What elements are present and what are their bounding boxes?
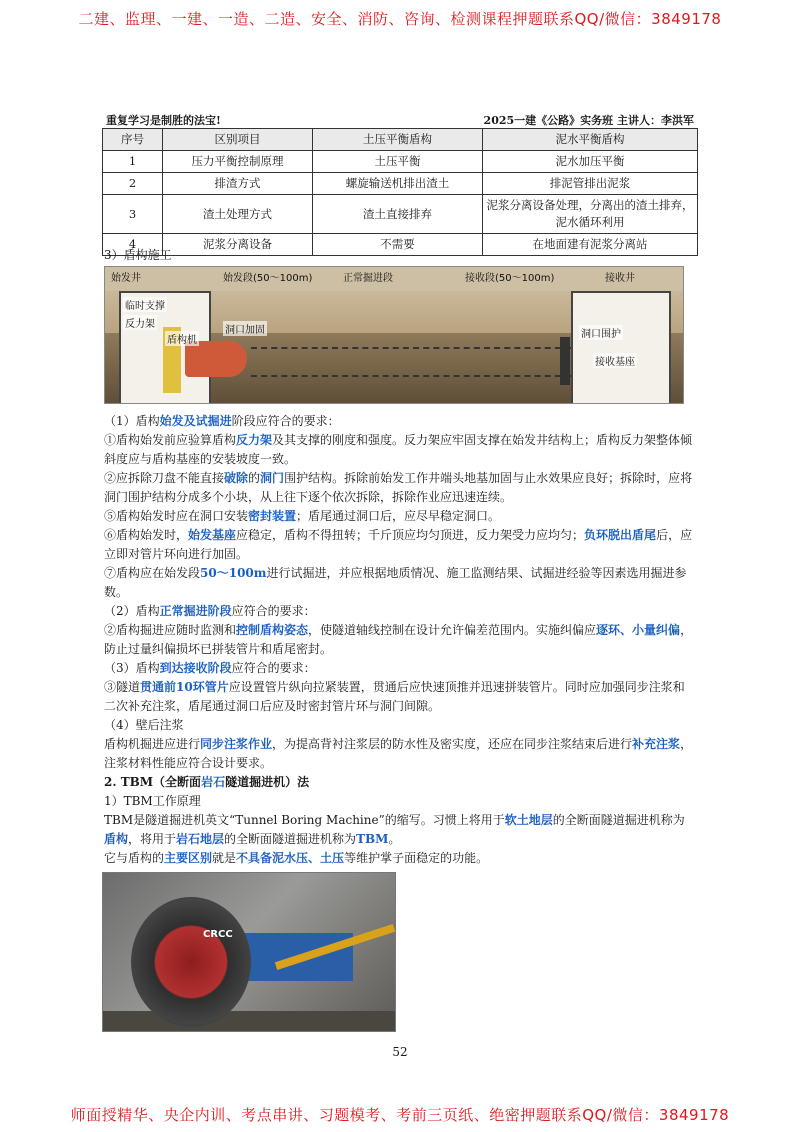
table-cell: 渣土直接排弃 <box>313 195 483 234</box>
highlight: 始发基座 <box>188 528 237 542</box>
highlight: 始发及试掘进 <box>159 414 232 428</box>
text-run: ，注浆材料性能应符合设计要求。 <box>104 737 693 770</box>
paragraph <box>104 773 696 792</box>
table-cell: 1 <box>103 151 163 173</box>
table-cell: 排泥管排出泥浆 <box>483 173 698 195</box>
text-run: ，为提高背衬注浆层的防水性及密实度，还应在同步注浆结束后进行 <box>272 737 633 751</box>
paragraph <box>104 621 696 659</box>
table-header-cell: 泥水平衡盾构 <box>483 129 698 151</box>
text-run: 围护结构。拆除前始发工作井端头地基加固与止水效果应良好；拆除时，应将洞门围护结构分成多个小块，从上往下逐个依次拆除，拆除作业应迅速连续。 <box>104 471 693 504</box>
table-row <box>103 234 698 256</box>
photo-cutterhead <box>131 897 251 1027</box>
highlight: 控制盾构姿态 <box>236 623 309 637</box>
highlight: 50～100m <box>200 566 267 580</box>
highlight: 同步注浆作业 <box>200 737 273 751</box>
label-shield-machine: 盾构机 <box>165 331 199 346</box>
label-temporary-support: 临时支撑 <box>123 297 167 312</box>
paragraph <box>104 412 696 431</box>
text-run: ⑦盾构应在始发段 <box>104 566 201 580</box>
text-run: TBM是隧道掘进机英文“Tunnel Boring Machine”的缩写。习惯上将用于 <box>104 813 505 827</box>
table-cell: 排渣方式 <box>163 173 313 195</box>
text-run: 应设置管片纵向拉紧装置，贯通后应快速顶推并迅速拼装管片。同时应加强同步注浆和二次补充注浆，盾尾通过洞口后应及时密封管片环与洞门间隙。 <box>104 680 685 713</box>
text-run: 后，应立即对管片环向进行加固。 <box>104 528 693 561</box>
paragraph <box>104 735 696 773</box>
text-run: 就是 <box>212 851 237 865</box>
text-run: 的全断面隧道掘进机称为 <box>224 832 357 846</box>
text-run: 进行试掘进，并应根据地质情况、施工监测结果、试掘进经验等因素选用掘进参数。 <box>104 566 687 599</box>
text-run: ；盾尾通过洞口后，应尽早稳定洞口。 <box>296 509 501 523</box>
paragraph <box>104 431 696 469</box>
highlight: 补充注浆 <box>632 737 681 751</box>
text-run: 应稳定，盾构不得扭转；千斤顶应均匀顶进，反力架受力应均匀； <box>236 528 585 542</box>
diagram-label-receive-section: 接收段(50～100m) <box>465 273 555 284</box>
highlight: 破除 <box>224 471 249 485</box>
highlight: 正常掘进阶段 <box>159 604 232 618</box>
text-run: 盾构机掘进应进行 <box>104 737 201 751</box>
text-run: ①盾构始发前应验算盾构 <box>104 433 237 447</box>
highlight: 到达接收阶段 <box>159 661 232 675</box>
text-run: ⑤盾构始发时应在洞口安装 <box>104 509 249 523</box>
shield-comparison-table <box>102 128 698 256</box>
table-cell: 4 <box>103 234 163 256</box>
table-cell: 渣土处理方式 <box>163 195 313 234</box>
text-run: （3）盾构 <box>104 661 160 675</box>
table-header-cell: 土压平衡盾构 <box>313 129 483 151</box>
label-receiving-base: 接收基座 <box>593 353 637 368</box>
text-run: ，使隧道轴线控制在设计允许偏差范围内。实施纠偏应 <box>308 623 597 637</box>
paragraph: 1）TBM工作原理 <box>104 794 201 808</box>
shield-machine-shape <box>185 341 247 377</box>
paragraph <box>104 469 696 507</box>
label-portal-enclosure: 洞口围护 <box>579 325 623 340</box>
text-run: （1）盾构 <box>104 414 160 428</box>
text-run: ，将用于 <box>128 832 177 846</box>
table-header-row <box>103 129 698 151</box>
text-run: 阶段应符合的要求： <box>231 414 340 428</box>
diagram-label-normal-section: 正常掘进段 <box>343 273 393 284</box>
table-row <box>103 151 698 173</box>
diagram-label-launch-section: 始发段(50～100m) <box>223 273 313 284</box>
highlight: 软土地层 <box>504 813 553 827</box>
table-cell: 泥浆分离设备处理，分离出的渣土排弃，泥水循环利用 <box>483 195 698 234</box>
text-run: 隧道掘进机）法 <box>225 775 310 789</box>
text-run: ⑥盾构始发时， <box>104 528 189 542</box>
table-header-cell: 序号 <box>103 129 163 151</box>
highlight: 逐环、小量纠偏 <box>596 623 681 637</box>
diagram-label-launch-shaft: 始发井 <box>111 273 141 284</box>
shield-construction-diagram <box>104 266 684 404</box>
paragraph <box>104 849 696 868</box>
header-course-title: 2025一建《公路》实务班 主讲人：李洪军 <box>483 114 694 127</box>
text-run: 的 <box>248 471 261 485</box>
table-cell: 不需要 <box>313 234 483 256</box>
highlight: 贯通前10环管片 <box>140 680 229 694</box>
text-run: （2）盾构 <box>104 604 160 618</box>
highlight: 密封装置 <box>248 509 297 523</box>
paragraph <box>104 526 696 564</box>
text-run: 应符合的要求： <box>231 661 316 675</box>
text-run: 2. TBM（全断面 <box>104 775 202 789</box>
text-run: ②盾构掘进应随时监测和 <box>104 623 237 637</box>
table-row <box>103 173 698 195</box>
bottom-contact-banner: 师面授精华、央企内训、考点串讲、习题模考、考前三页纸、绝密押题联系QQ/微信：3849178 <box>70 1106 730 1124</box>
table-cell: 土压平衡 <box>313 151 483 173</box>
tbm-photo <box>102 872 396 1032</box>
highlight: 洞门 <box>260 471 285 485</box>
text-run: 。 <box>388 832 401 846</box>
photo-track <box>103 1011 396 1032</box>
highlight: 主要区别 <box>164 851 213 865</box>
text-run: 的全断面隧道掘进机称为 <box>552 813 685 827</box>
paragraph <box>104 564 696 602</box>
body-text <box>104 412 696 868</box>
text-run: ③隧道 <box>104 680 141 694</box>
page-number: 52 <box>392 1045 408 1059</box>
text-run: ②应拆除刀盘不能直接 <box>104 471 225 485</box>
table-header-cell: 区别项目 <box>163 129 313 151</box>
diagram-label-receive-shaft: 接收井 <box>605 273 635 284</box>
table-row <box>103 195 698 234</box>
label-portal-reinforcement: 洞口加固 <box>223 321 267 336</box>
table-cell: 泥浆分离设备 <box>163 234 313 256</box>
label-reaction-frame: 反力架 <box>123 315 157 330</box>
receive-shaft <box>571 291 671 404</box>
portal-seal <box>560 337 570 385</box>
paragraph <box>104 507 696 526</box>
table-cell: 压力平衡控制原理 <box>163 151 313 173</box>
paragraph: （4）壁后注浆 <box>104 718 184 732</box>
highlight: 不具备泥水压、土压 <box>236 851 345 865</box>
table-cell: 2 <box>103 173 163 195</box>
top-contact-banner: 二建、监理、一建、一造、二造、安全、消防、咨询、检测课程押题联系QQ/微信：3849178 <box>78 10 722 28</box>
highlight: 反力架 <box>236 433 273 447</box>
highlight: TBM <box>356 832 389 846</box>
paragraph <box>104 659 696 678</box>
text-run: 及其支撑的刚度和强度。反力架应牢固支撑在始发井结构上；盾构反力架整体倾斜度应与盾构基座的安装坡度一致。 <box>104 433 693 466</box>
header-motto: 重复学习是制胜的法宝! <box>106 114 221 127</box>
table-cell: 在地面建有泥浆分离站 <box>483 234 698 256</box>
document-page <box>100 100 700 1090</box>
tunnel-path <box>251 347 571 377</box>
highlight: 负环脱出盾尾 <box>584 528 657 542</box>
table-cell: 螺旋输送机排出渣土 <box>313 173 483 195</box>
highlight: 岩石 <box>201 775 226 789</box>
text-run: 等维护掌子面稳定的功能。 <box>344 851 489 865</box>
paragraph <box>104 602 696 621</box>
paragraph <box>104 678 696 716</box>
paragraph <box>104 811 696 849</box>
highlight: 岩石地层 <box>176 832 225 846</box>
text-run: 它与盾构的 <box>104 851 165 865</box>
table-cell: 泥水加压平衡 <box>483 151 698 173</box>
text-run: ，防止过量纠偏损坏已拼装管片和盾尾密封。 <box>104 623 693 656</box>
table-cell: 3 <box>103 195 163 234</box>
text-run: 应符合的要求： <box>231 604 316 618</box>
highlight: 盾构 <box>104 832 129 846</box>
section-title-shield-construction: 3）盾构施工 <box>104 248 172 262</box>
photo-brand-logo: CRCC <box>203 929 233 940</box>
